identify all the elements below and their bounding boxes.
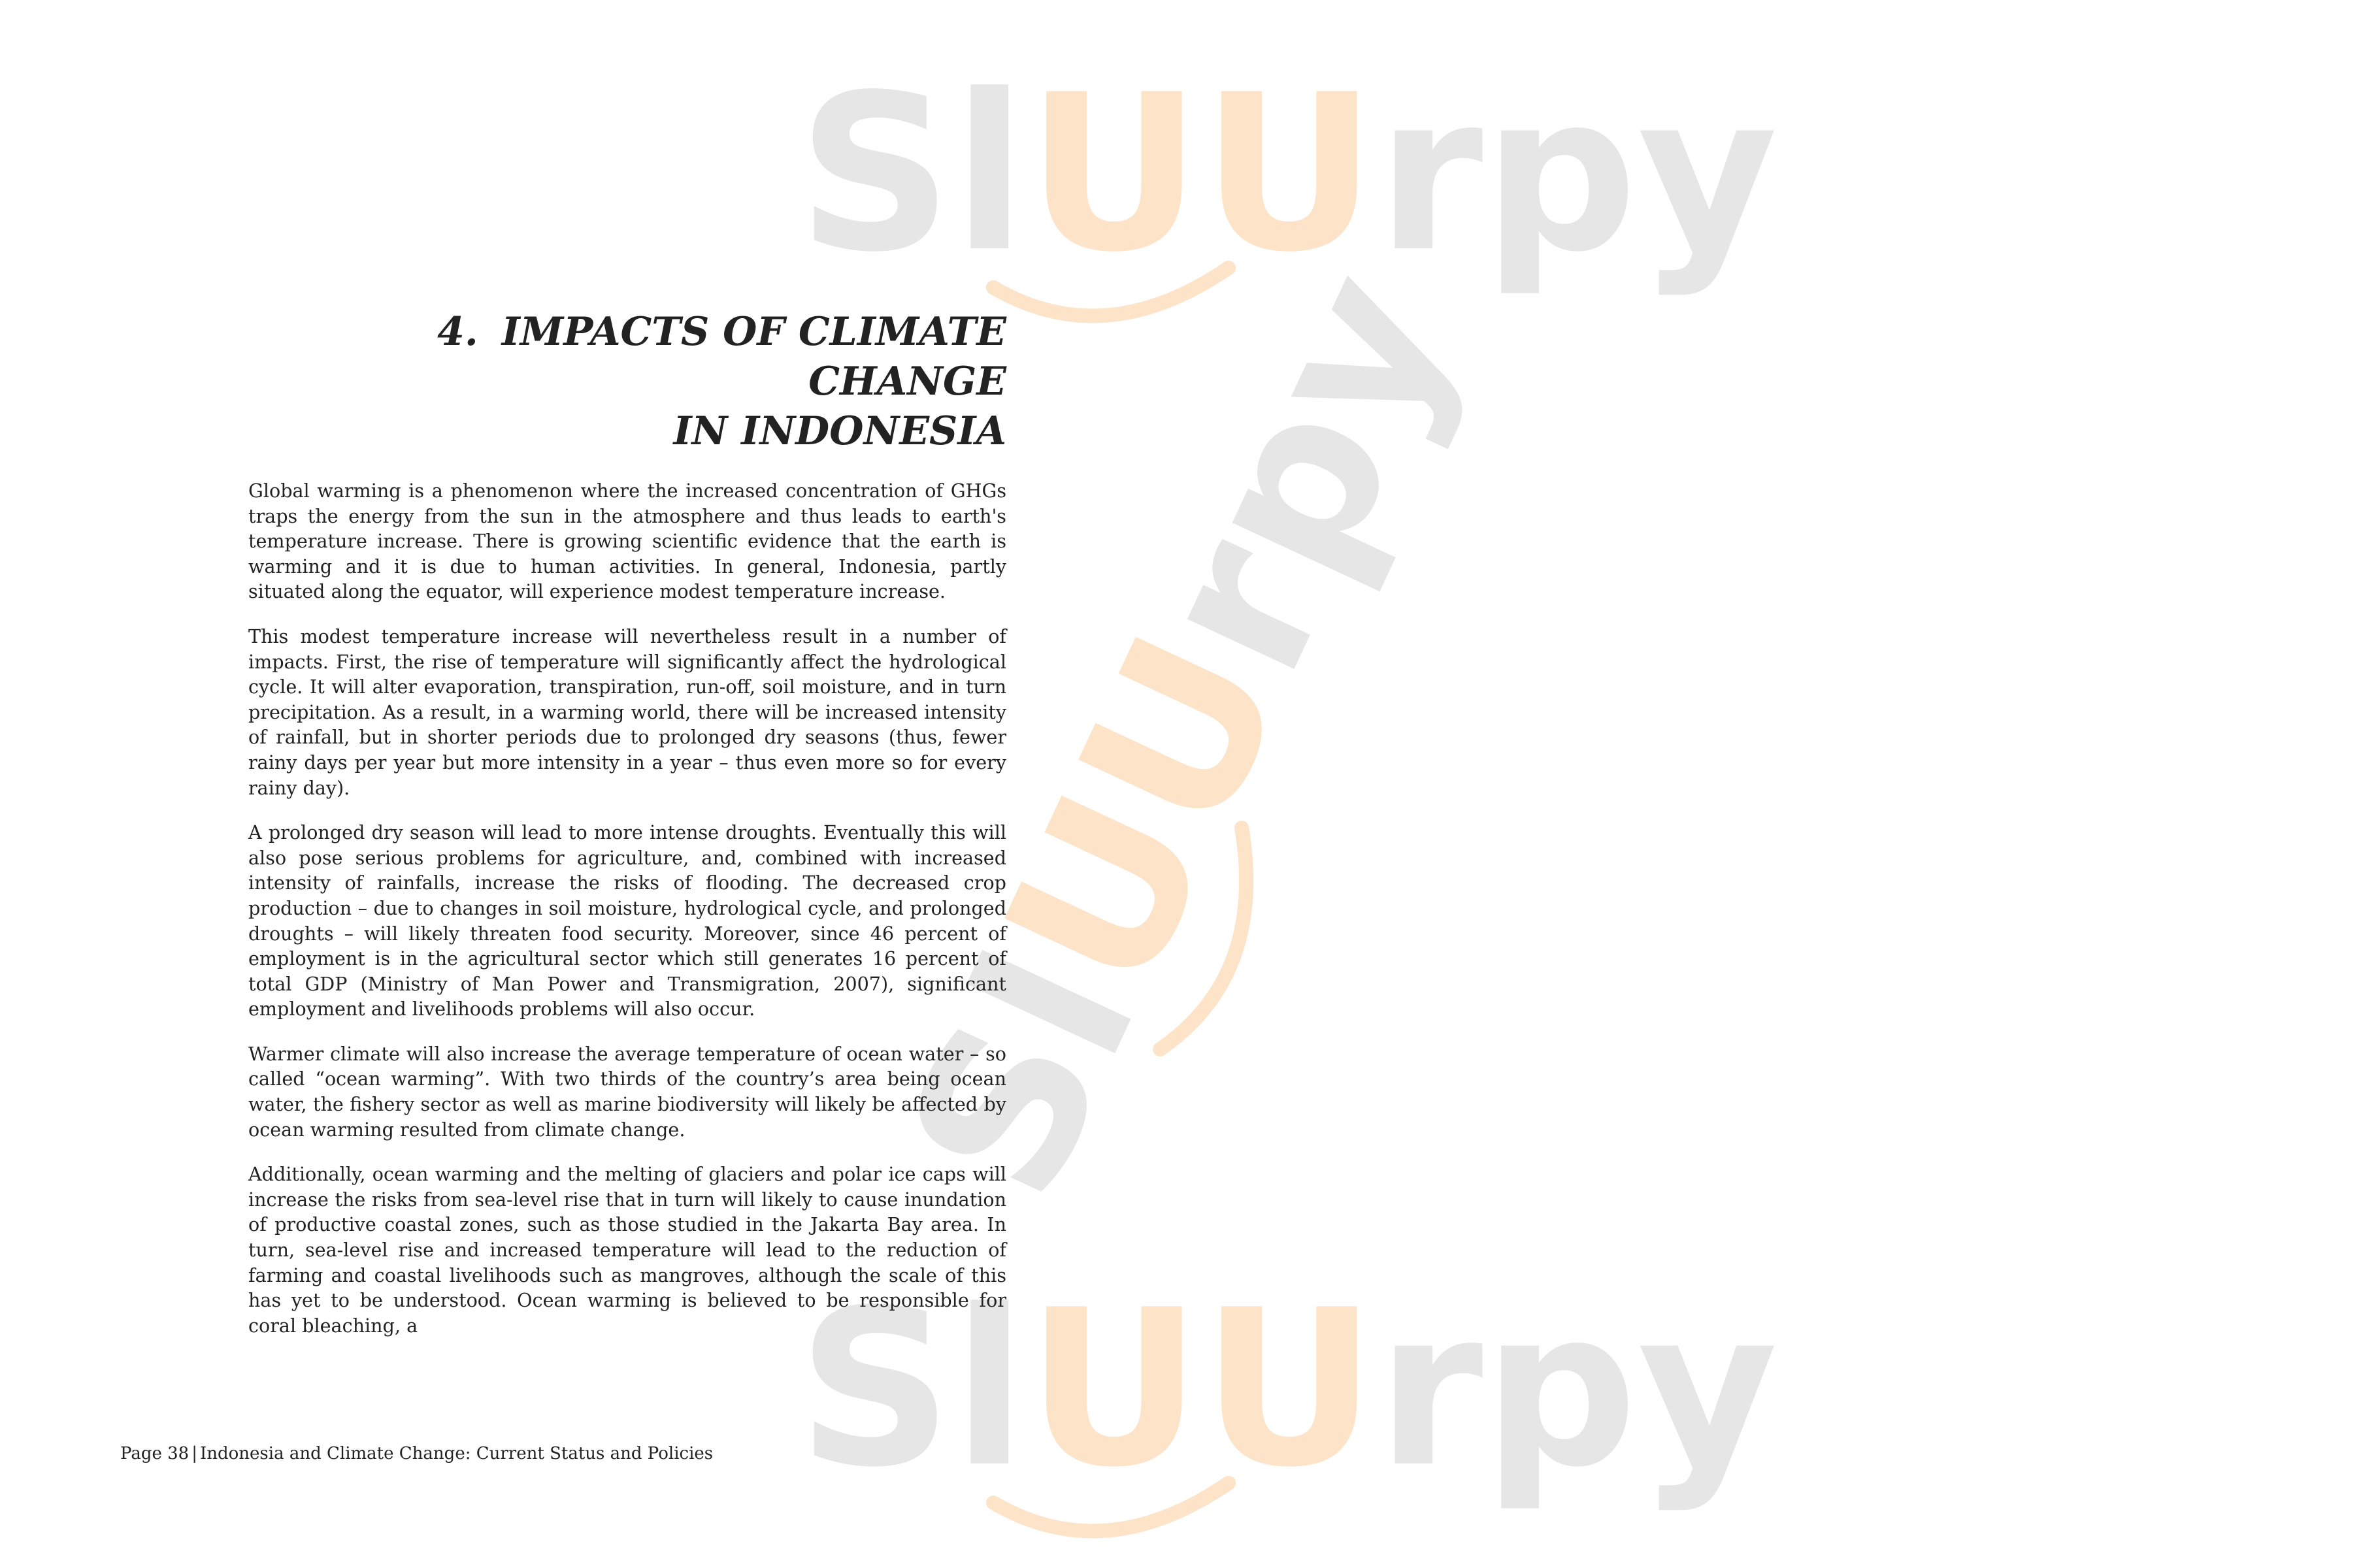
- section-heading: [248, 307, 1006, 456]
- paragraph: A prolonged dry season will lead to more intense droughts. Eventually this will also pose serious problems for agriculture, and, combined with increased intensity of rainfalls, increase the risks of flooding. The decreased crop production – due to changes in soil moisture, hydrological cycle, and prolonged droughts – will likely threaten food security. Moreover, since 46 percent of employment is in the agricultural sector which still generates 16 percent of total GDP (Ministry of Man Power and Transmigration, 2007), significant employment and livelihoods problems will also occur.: [248, 821, 1006, 1021]
- body-text: [248, 478, 1006, 1358]
- section-title-line1: IMPACTS OF CLIMATE CHANGE: [501, 309, 1006, 404]
- watermark-logo-graphic: [797, 48, 1778, 327]
- section-heading-line1: [248, 307, 1006, 406]
- svg-text:SlUUrpy: SlUUrpy: [860, 237, 1502, 1232]
- paragraph: Additionally, ocean warming and the melting of glaciers and polar ice caps will increase the risks from sea-level rise that in turn will likely to cause inundation of productive coastal zones, such as those studied in the Jakarta Bay area. In turn, sea-level rise and increased temperature will lead to the reduction of farming and coastal livelihoods such as mangroves, although the scale of this has yet to be understood. Ocean warming is believed to be responsible for coral bleaching, a: [248, 1163, 1006, 1337]
- watermark-logo: [797, 48, 1778, 327]
- footer-separator: |: [191, 1444, 197, 1463]
- svg-text:SlUUrpy: SlUUrpy: [797, 1264, 1778, 1514]
- section-number: 4.: [437, 309, 478, 355]
- paragraph: Warmer climate will also increase the average temperature of ocean water – so called “ocean warming”. With two thirds of the country’s area being ocean water, the fishery sector as well as marine biodiversity will likely be affected by ocean warming resulted from climate change.: [248, 1042, 1006, 1141]
- page-footer: [120, 1444, 713, 1463]
- paragraph: Global warming is a phenomenon where the increased concentration of GHGs traps the energy from the sun in the atmosphere and thus leads to earth's temperature increase. There is growing scientific evidence that the earth is warming and it is due to human activities. In general, Indonesia, partly situated along the equator, will experience modest temperature increase.: [248, 480, 1006, 603]
- page-number: Page 38: [120, 1444, 190, 1463]
- paragraph: This modest temperature increase will nevertheless result in a number of impacts. First, the rise of temperature will significantly affect the hydrological cycle. It will alter evaporation, transpiration, run-off, soil moisture, and in turn precipitation. As a result, in a warming world, there will be increased intensity of rainfall, but in shorter periods due to prolonged dry seasons (thus, fewer rainy days per year but more intensity in a year – thus even more so for every rainy day).: [248, 625, 1006, 799]
- section-title-line2: IN INDONESIA: [673, 408, 1006, 454]
- document-title: Indonesia and Climate Change: Current Status and Policies: [199, 1444, 714, 1463]
- svg-text:SlUUrpy: SlUUrpy: [797, 48, 1778, 299]
